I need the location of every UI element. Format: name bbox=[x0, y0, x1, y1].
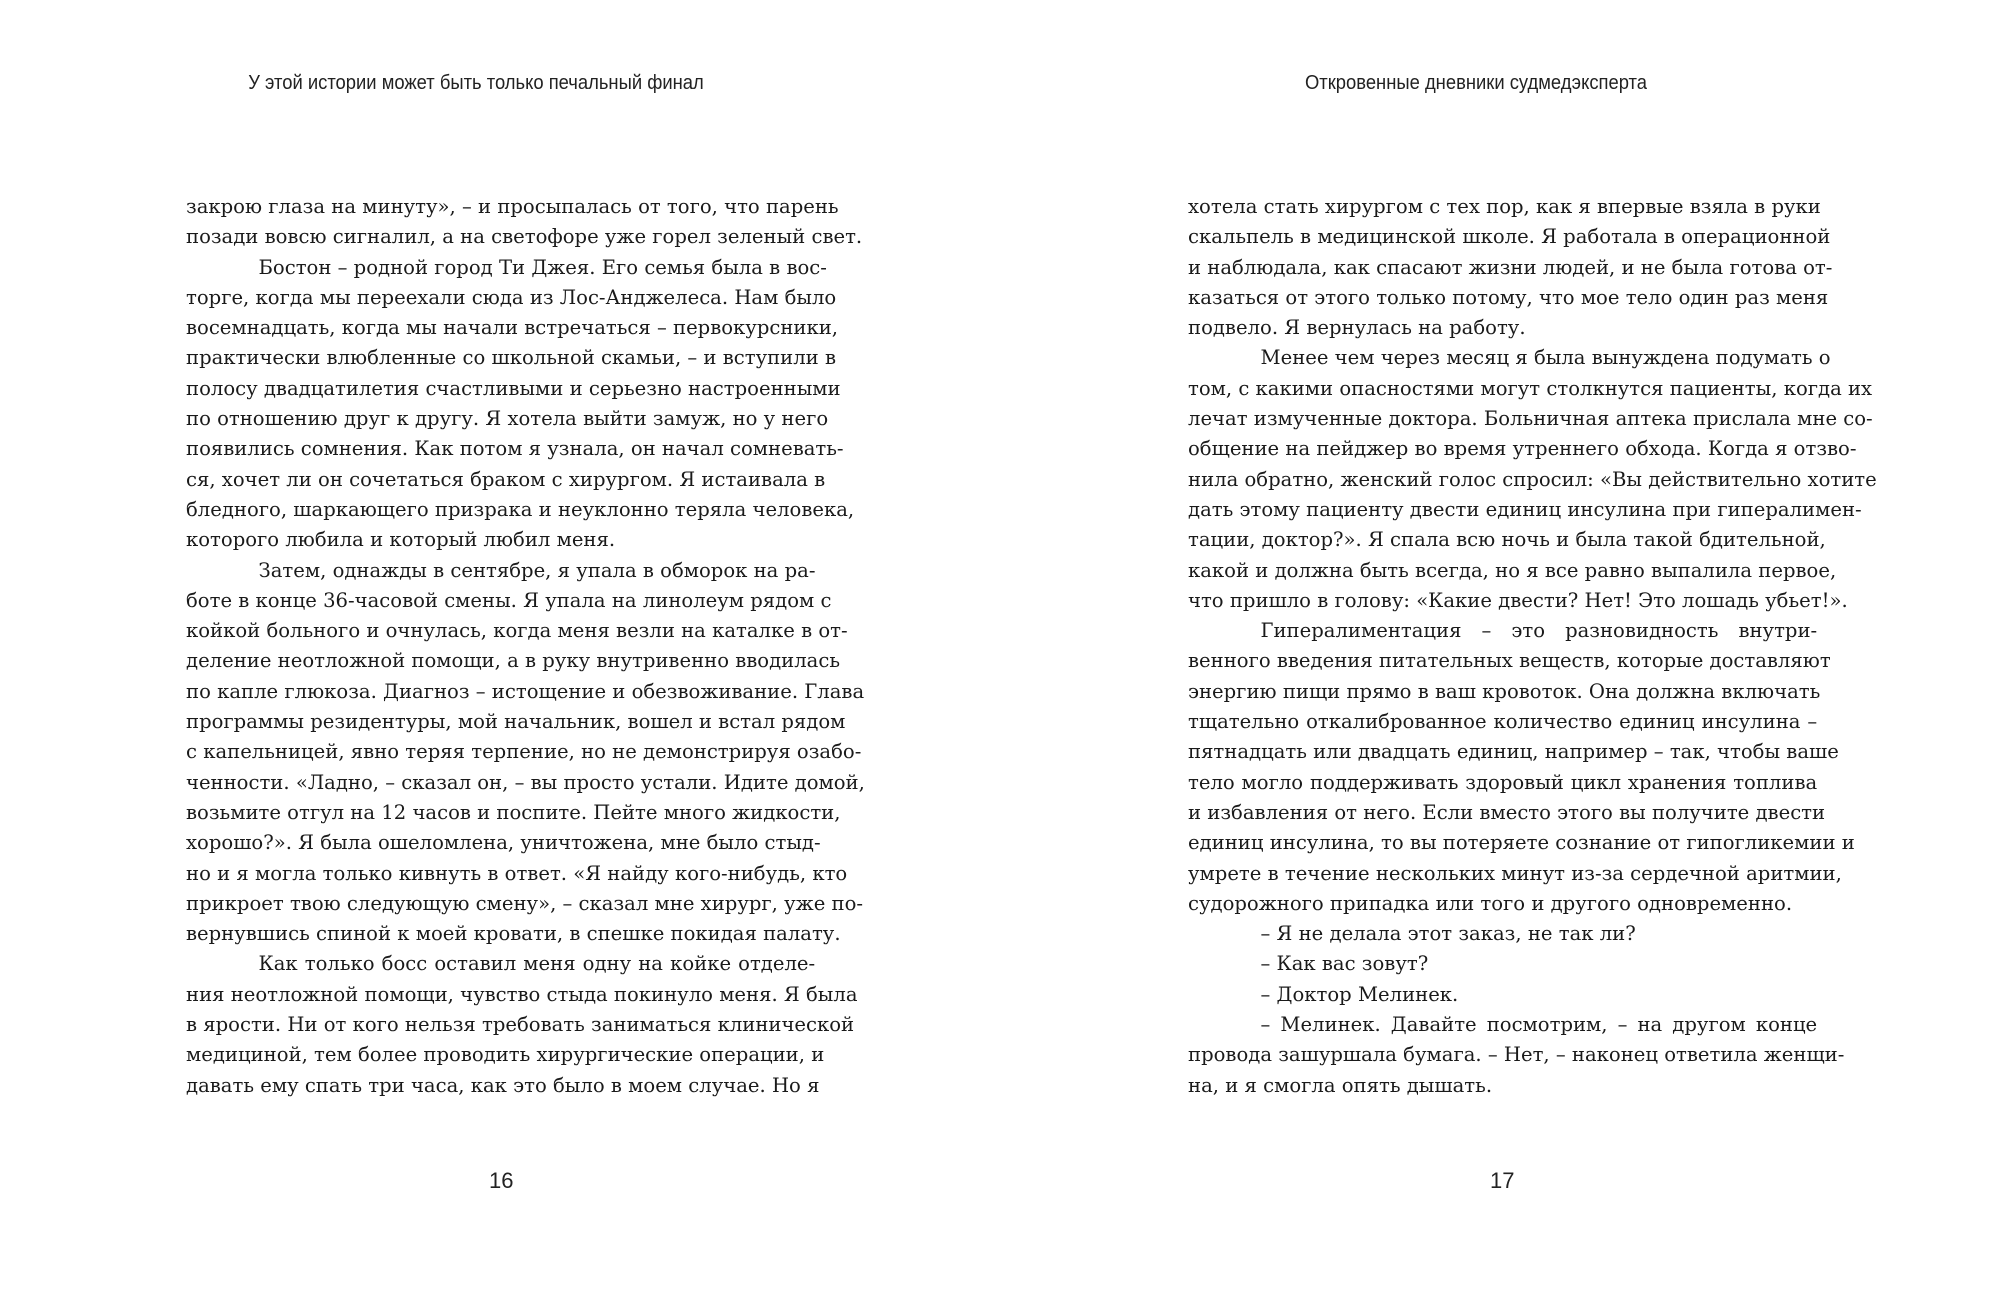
text-line: том, с какими опасностями могут столкнутся пациенты, когда их bbox=[1188, 375, 1873, 400]
text-line: по капле глюкоза. Диагноз – истощение и обезвоживание. Глава bbox=[186, 678, 865, 703]
text-line: которого любила и который любил меня. bbox=[186, 527, 616, 552]
page-number-left: 16 bbox=[489, 1168, 514, 1193]
text-line: программы резидентуры, мой начальник, вошел и встал рядом bbox=[186, 709, 846, 734]
text-line: нила обратно, женский голос спросил: «Вы действительно хотите bbox=[1188, 466, 1877, 491]
body-text-right bbox=[1188, 191, 1877, 1100]
text-line: медициной, тем более проводить хирургические операции, и bbox=[186, 1042, 825, 1067]
text-line: прикроет твою следующую смену», – сказал мне хирург, уже по- bbox=[186, 890, 864, 915]
text-line: боте в конце 36-часовой смены. Я упала на линолеум рядом с bbox=[186, 587, 832, 612]
text-line: – Мелинек. Давайте посмотрим, – на другом конце bbox=[1260, 1012, 1818, 1037]
text-line: что пришло в голову: «Какие двести? Нет! Это лошадь убьет!». bbox=[1188, 587, 1848, 612]
text-line: тело могло поддерживать здоровый цикл хранения топлива bbox=[1188, 769, 1818, 794]
text-line: провода зашуршала бумага. – Нет, – наконец ответила женщи- bbox=[1188, 1042, 1845, 1067]
text-line: но и я могла только кивнуть в ответ. «Я найду кого-нибудь, кто bbox=[186, 860, 848, 885]
text-line: появились сомнения. Как потом я узнала, он начал сомневать- bbox=[186, 436, 844, 461]
text-line: хорошо?». Я была ошеломлена, уничтожена, мне было стыд- bbox=[186, 830, 821, 855]
right-page bbox=[1000, 0, 2000, 1296]
text-line: казаться от этого только потому, что мое тело один раз меня bbox=[1188, 284, 1829, 309]
text-line: лечат измученные доктора. Больничная аптека прислала мне со- bbox=[1188, 406, 1873, 431]
text-line: тщательно откалиброванное количество единиц инсулина – bbox=[1188, 709, 1818, 734]
text-line: – Доктор Мелинек. bbox=[1260, 981, 1459, 1006]
text-line: давать ему спать три часа, как это было в моем случае. Но я bbox=[186, 1072, 820, 1097]
text-line: бледного, шаркающего призрака и неуклонно теряла человека, bbox=[186, 496, 855, 521]
text-line: умрете в течение нескольких минут из-за сердечной аритмии, bbox=[1188, 860, 1842, 885]
text-line: венного введения питательных веществ, которые доставляют bbox=[1188, 648, 1831, 673]
body-text-left bbox=[186, 191, 865, 1100]
text-line: Как только босс оставил меня одну на койке отделе- bbox=[258, 951, 816, 976]
text-line: судорожного припадка или того и другого одновременно. bbox=[1188, 890, 1793, 915]
text-line: дать этому пациенту двести единиц инсулина при гипералимен- bbox=[1188, 496, 1862, 521]
text-line: вернувшись спиной к моей кровати, в спешке покидая палату. bbox=[186, 921, 841, 946]
text-line: ся, хочет ли он сочетаться браком с хирургом. Я истаивала в bbox=[186, 466, 826, 491]
text-line: – Как вас зовут? bbox=[1260, 951, 1429, 976]
running-head-right: Откровенные дневники судмедэксперта bbox=[1304, 72, 1648, 94]
text-line: пятнадцать или двадцать единиц, например – так, чтобы ваше bbox=[1188, 739, 1839, 764]
text-line: подвело. Я вернулась на работу. bbox=[1188, 315, 1526, 340]
text-line: закрою глаза на минуту», – и просыпалась от того, что парень bbox=[186, 194, 839, 218]
text-line: энергию пищи прямо в ваш кровоток. Она должна включать bbox=[1188, 678, 1821, 703]
text-line: в ярости. Ни от кого нельзя требовать заниматься клинической bbox=[186, 1012, 855, 1037]
text-line: скальпель в медицинской школе. Я работала в операционной bbox=[1188, 224, 1831, 249]
text-line: с капельницей, явно теряя терпение, но не демонстрируя озабо- bbox=[186, 739, 862, 764]
text-line: Затем, однажды в сентябре, я упала в обморок на ра- bbox=[258, 557, 816, 582]
text-line: полосу двадцатилетия счастливыми и серьезно настроенными bbox=[186, 375, 841, 400]
text-line: восемнадцать, когда мы начали встречаться – первокурсники, bbox=[186, 315, 839, 340]
text-line: ченности. «Ладно, – сказал он, – вы просто устали. Идите домой, bbox=[186, 769, 865, 794]
text-line: Бостон – родной город Ти Джея. Его семья была в вос- bbox=[258, 254, 827, 279]
text-line: позади вовсю сигналил, а на светофоре уже горел зеленый свет. bbox=[186, 224, 863, 249]
text-line: по отношению друг к другу. Я хотела выйти замуж, но у него bbox=[186, 406, 829, 431]
text-line: тации, доктор?». Я спала всю ночь и была такой бдительной, bbox=[1188, 527, 1826, 552]
text-line: возьмите отгул на 12 часов и поспите. Пейте много жидкости, bbox=[186, 799, 841, 824]
text-line: практически влюбленные со школьной скамьи, – и вступили в bbox=[186, 345, 837, 370]
running-head-left: У этой истории может быть только печальный финал bbox=[248, 72, 704, 94]
text-line: какой и должна быть всегда, но я все равно выпалила первое, bbox=[1188, 557, 1837, 582]
text-line: ния неотложной помощи, чувство стыда покинуло меня. Я была bbox=[186, 981, 858, 1006]
text-line: хотела стать хирургом с тех пор, как я впервые взяла в руки bbox=[1188, 194, 1821, 218]
text-line: – Я не делала этот заказ, не так ли? bbox=[1260, 921, 1636, 946]
text-line: койкой больного и очнулась, когда меня везли на каталке в от- bbox=[186, 618, 848, 643]
text-line: единиц инсулина, то вы потеряете сознание от гипогликемии и bbox=[1188, 830, 1855, 855]
text-line: общение на пейджер во время утреннего обхода. Когда я отзво- bbox=[1188, 436, 1857, 461]
text-line: Гипералиментация – это разновидность внутри- bbox=[1260, 618, 1818, 643]
text-line: и наблюдала, как спасают жизни людей, и не была готова от- bbox=[1188, 254, 1833, 279]
page-number-right: 17 bbox=[1490, 1168, 1515, 1193]
text-line: и избавления от него. Если вместо этого вы получите двести bbox=[1188, 799, 1826, 824]
text-line: на, и я смогла опять дышать. bbox=[1188, 1072, 1493, 1097]
text-line: деление неотложной помощи, а в руку внутривенно вводилась bbox=[186, 648, 841, 673]
text-line: Менее чем через месяц я была вынуждена подумать о bbox=[1260, 345, 1831, 370]
text-line: торге, когда мы переехали сюда из Лос-Анджелеса. Нам было bbox=[186, 284, 837, 309]
